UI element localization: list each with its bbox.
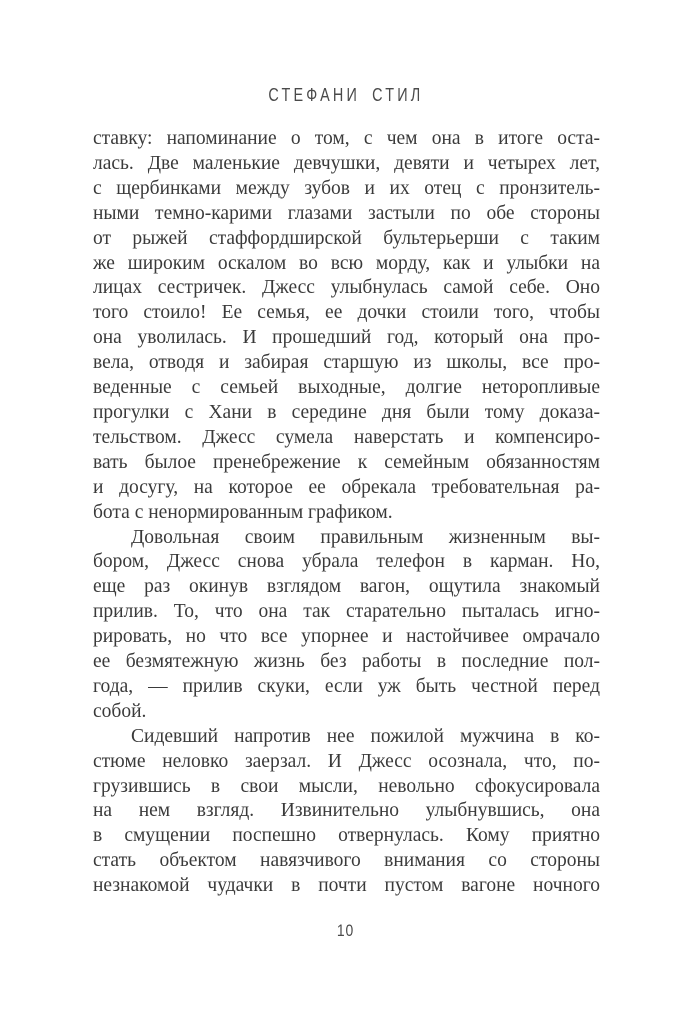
text-line: Довольная своим правильным жизненным вы-: [131, 526, 600, 548]
text-line: она уволилась. И прошедший год, который она про-: [93, 327, 600, 349]
text-line: стать объектом навязчивого внимания со стороны: [93, 850, 600, 872]
text-line: лась. Две маленькие девчушки, девяти и четырех лет,: [93, 152, 600, 174]
text-line: ными темно-карими глазами застыли по обе стороны: [93, 202, 600, 224]
page-number: 10: [336, 921, 355, 940]
text-line: в смущении поспешно отвернулась. Кому приятно: [93, 825, 600, 847]
text-line: тельством. Джесс сумела наверстать и компенсиро-: [93, 426, 600, 448]
text-line: бота с ненормированным графиком.: [93, 501, 393, 523]
paragraph: [93, 725, 600, 899]
page-body: [93, 127, 600, 899]
text-line: ее безмятежную жизнь без работы в последние пол-: [93, 651, 600, 673]
text-line: веденные с семьей выходные, долгие неторопливые: [93, 377, 600, 399]
text-line: же широким оскалом во всю морду, как и улыбки на: [93, 252, 600, 274]
text-line: собой.: [93, 700, 147, 722]
text-line: грузившись в свои мысли, невольно сфокусировала: [93, 775, 600, 797]
text-line: того стоило! Ее семья, ее дочки стоили того, чтобы: [93, 302, 600, 324]
text-line: Сидевший напротив нее пожилой мужчина в ко-: [131, 725, 600, 747]
text-line: от рыжей стаффордширской бультерьерши с таким: [93, 227, 600, 249]
text-line: ставку: напоминание о том, с чем она в итоге оста-: [93, 128, 600, 149]
text-line: лицах сестричек. Джесс улыбнулась самой себе. Оно: [93, 277, 600, 299]
text-line: прилив. То, что она так старательно пыталась игно-: [93, 601, 600, 623]
text-line: бором, Джесс снова убрала телефон в карман. Но,: [93, 551, 600, 573]
text-line: вать былое пренебрежение к семейным обязанностям: [93, 451, 600, 473]
text-line: рировать, но что все упорнее и настойчивее омрачало: [93, 626, 600, 648]
text-line: на нем взгляд. Извинительно улыбнувшись, она: [93, 800, 600, 822]
page-footer: [0, 921, 691, 941]
text-line: еще раз окинув взглядом вагон, ощутила знакомый: [93, 576, 600, 598]
text-line: и досугу, на которое ее обрекала требовательная ра-: [93, 476, 600, 498]
running-header: [0, 85, 691, 106]
paragraph: [93, 127, 600, 526]
text-line: прогулки с Хани в середине дня были тому доказа-: [93, 401, 600, 423]
text-line: незнакомой чудачки в почти пустом вагоне ночного: [93, 875, 600, 897]
text-line: с щербинками между зубов и их отец с пронзитель-: [93, 177, 600, 199]
running-header-text: СТЕФАНИ СТИЛ: [267, 85, 424, 105]
text-line: вела, отводя и забирая старшую из школы, все про-: [93, 352, 600, 374]
text-line: года, — прилив скуки, если уж быть честной перед: [93, 675, 600, 697]
paragraph: [93, 526, 600, 725]
text-line: стюме неловко заерзал. И Джесс осознала, что, по-: [93, 750, 600, 772]
